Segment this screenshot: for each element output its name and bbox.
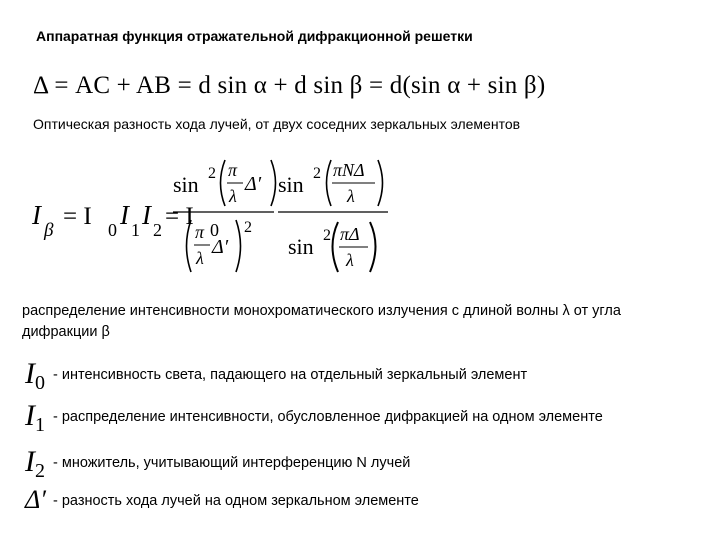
frac1-num-sin: sin	[173, 172, 199, 197]
legend-symbol: Δ′	[25, 485, 46, 514]
path-difference-caption: Оптическая разность хода лучей, от двух соседних зеркальных элементов	[33, 116, 521, 132]
frac2-num-rparen	[378, 160, 383, 206]
formula-beta-sub: β	[44, 220, 54, 241]
frac2-den-lambda: λ	[346, 250, 354, 270]
frac1-num-lparen	[221, 160, 226, 206]
formula-eq-i0-2: = I	[165, 203, 194, 230]
intensity-formula	[30, 150, 390, 285]
legend-subscript: 2	[35, 460, 45, 482]
frac1-den-delta: Δ′	[212, 236, 229, 258]
formula-eq-i0: = I	[63, 203, 92, 230]
legend-subscript: 1	[35, 414, 45, 436]
frac2-den-power: 2	[323, 227, 331, 244]
frac1-num-pi: π	[228, 160, 238, 180]
slide-title: Аппаратная функция отражательной дифракционной решетки	[36, 28, 473, 44]
frac2-num-lambda: λ	[347, 186, 355, 206]
frac2-num-pindelta: πNΔ	[333, 160, 365, 180]
legend-text: - интенсивность света, падающего на отдельный зеркальный элемент	[53, 367, 528, 383]
frac1-den-power: 2	[244, 219, 252, 236]
legend-subscript: 0	[35, 372, 45, 394]
frac2-num-lparen	[327, 160, 332, 206]
path-difference-formula: Δ = AC + AB = d sin α + d sin β = d(sin α + sin β)	[33, 72, 546, 99]
legend-symbol: I	[25, 445, 35, 478]
frac1-num-power: 2	[208, 165, 216, 182]
legend-item	[25, 445, 411, 482]
legend-symbol: I	[25, 357, 35, 390]
legend-item	[25, 357, 528, 394]
frac2-num-power: 2	[313, 165, 321, 182]
legend-text: - множитель, учитывающий интерференцию N лучей	[53, 455, 411, 471]
formula-i0-sub: 0	[108, 220, 117, 240]
legend-item	[25, 485, 419, 515]
frac1-den-rparen	[236, 220, 241, 272]
formula-i2: I	[142, 200, 151, 230]
frac1-den-pi: π	[195, 222, 205, 242]
formula-i-beta: I	[32, 200, 41, 230]
frac1-num-delta: Δ′	[245, 173, 262, 195]
formula-i1-sub: 1	[131, 220, 140, 240]
frac2-den-lparen	[333, 222, 339, 272]
frac2-den-rparen	[370, 222, 376, 272]
frac1-num-rparen	[271, 160, 276, 206]
legend-text: - разность хода лучей на одном зеркальном элементе	[53, 493, 419, 509]
frac2-num-sin: sin	[278, 172, 304, 197]
frac1-den-lambda: λ	[196, 248, 204, 268]
formula-i0-sub-2: 0	[210, 220, 219, 240]
frac2-den-sin: sin	[288, 234, 314, 259]
frac2-den-pidelta: πΔ	[340, 224, 360, 244]
legend-item	[25, 399, 603, 436]
legend-symbol: I	[25, 399, 35, 432]
formula-i2-sub: 2	[153, 220, 162, 240]
distribution-caption: распределение интенсивности монохроматического излучения с длиной волны λ от угла дифракции β	[22, 303, 621, 340]
formula-i1: I	[120, 200, 129, 230]
legend-text: - распределение интенсивности, обусловленное дифракцией на одном элементе	[53, 409, 603, 425]
frac1-num-lambda: λ	[229, 186, 237, 206]
